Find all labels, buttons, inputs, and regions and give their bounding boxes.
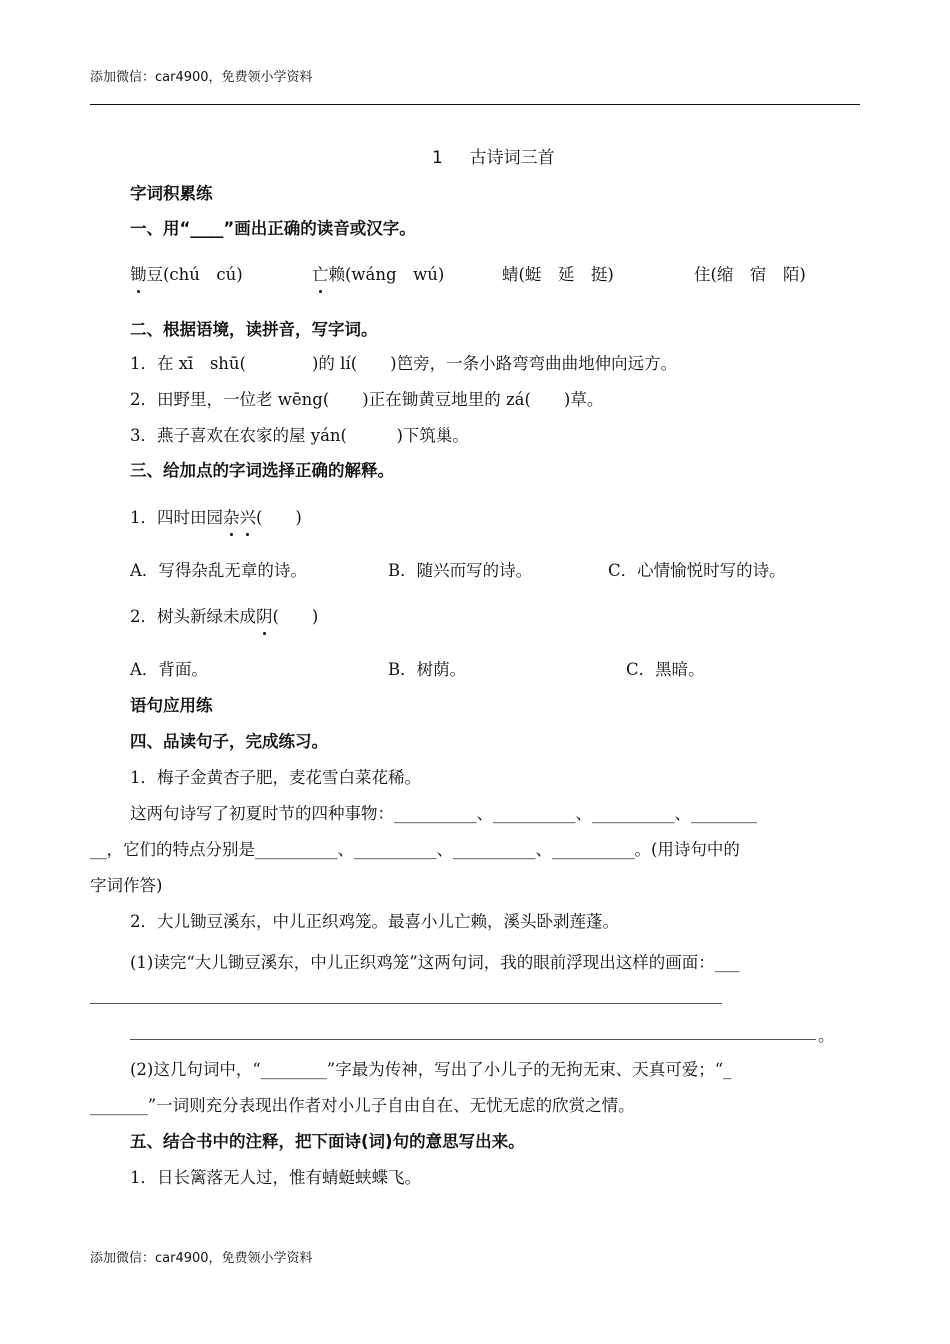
q2-line-1: 1．在 xī shū( )的 lí( )笆旁，一条小路弯弯曲曲地伸向远方。 <box>130 354 678 373</box>
lesson-title <box>432 146 555 170</box>
page-header-text: 添加微信：car4900，免费领小学资料 <box>90 70 313 85</box>
section-heading-sentences: 语句应用练 <box>130 696 213 715</box>
q4-heading: 四、品读句子，完成练习。 <box>130 732 328 751</box>
page-footer-text: 添加微信：car4900，免费领小学资料 <box>90 1251 313 1266</box>
q4-poem-2: 2．大儿锄豆溪东，中儿正织鸡笼。最喜小儿亡赖，溪头卧剥莲蓬。 <box>130 912 619 931</box>
q4-p1-line-2: __，它们的特点分别是__________、__________、__________、__________。(用诗句中的 <box>90 840 740 859</box>
q2-line-2: 2．田野里，一位老 wēng( )正在锄黄豆地里的 zá( )草。 <box>130 390 604 409</box>
dotted-char: 杂 <box>223 506 240 530</box>
q4-sub-2-line-2: _______”一词则充分表现出作者对小儿子自由自在、无忧无虑的欣赏之情。 <box>90 1096 635 1115</box>
header-rule <box>90 104 860 105</box>
lesson-number: 1 <box>432 148 443 168</box>
q4-sub-2-line-1: (2)这几句词中，“________”字最为传神，写出了小儿子的无拘无束、天真可爱；“_ <box>130 1060 732 1079</box>
q4-sub-1-end: 。 <box>818 1026 835 1045</box>
q3-option-2b: B．树荫。 <box>388 660 467 679</box>
answer-line <box>130 1039 816 1040</box>
q1-item-1: 锄豆(chú cú) <box>130 263 243 287</box>
q3-option-1a: A．写得杂乱无章的诗。 <box>130 561 307 580</box>
q5-heading: 五、结合书中的注释，把下面诗(词)句的意思写出来。 <box>130 1132 525 1151</box>
section-heading-words: 字词积累练 <box>130 184 213 203</box>
q4-p1-line-1: 这两句诗写了初夏时节的四种事物：__________、__________、__________、________ <box>130 804 757 823</box>
q1-item-2: 亡赖(wáng wú) <box>312 263 444 287</box>
q3-heading: 三、给加点的字词选择正确的解释。 <box>130 461 394 480</box>
q3-sentence-1: 1．四时田园杂兴( ) <box>130 506 302 530</box>
q4-poem-1: 1．梅子金黄杏子肥，麦花雪白菜花稀。 <box>130 768 421 787</box>
q2-line-3: 3．燕子喜欢在农家的屋 yán( )下筑巢。 <box>130 426 469 445</box>
lesson-title-text: 古诗词三首 <box>469 148 555 168</box>
q3-option-2c: C．黑暗。 <box>626 660 705 679</box>
q3-option-1b: B．随兴而写的诗。 <box>388 561 533 580</box>
q4-sub-1: (1)读完“大儿锄豆溪东，中儿正织鸡笼”这两句词，我的眼前浮现出这样的画面：___ <box>130 953 740 972</box>
q1-heading: 一、用“____”画出正确的读音或汉字。 <box>130 219 416 238</box>
q3-option-1c: C．心情愉悦时写的诗。 <box>608 561 786 580</box>
dotted-char: 锄 <box>130 263 147 287</box>
q3-option-2a: A．背面。 <box>130 660 208 679</box>
dotted-char: 阴 <box>256 605 273 629</box>
answer-line <box>90 1003 722 1004</box>
q2-heading: 二、根据语境，读拼音，写字词。 <box>130 320 378 339</box>
q1-item-3: 蜻(蜓 延 挺) <box>502 265 614 284</box>
q1-item-4: 住(缩 宿 陌) <box>694 265 806 284</box>
q4-p1-line-3: 字词作答) <box>90 876 163 895</box>
dotted-char: 亡 <box>312 263 329 287</box>
q5-line-1: 1．日长篱落无人过，惟有蜻蜓蛱蝶飞。 <box>130 1168 421 1187</box>
q3-sentence-2: 2．树头新绿未成阴( ) <box>130 605 318 629</box>
dotted-char: 兴 <box>240 506 257 530</box>
